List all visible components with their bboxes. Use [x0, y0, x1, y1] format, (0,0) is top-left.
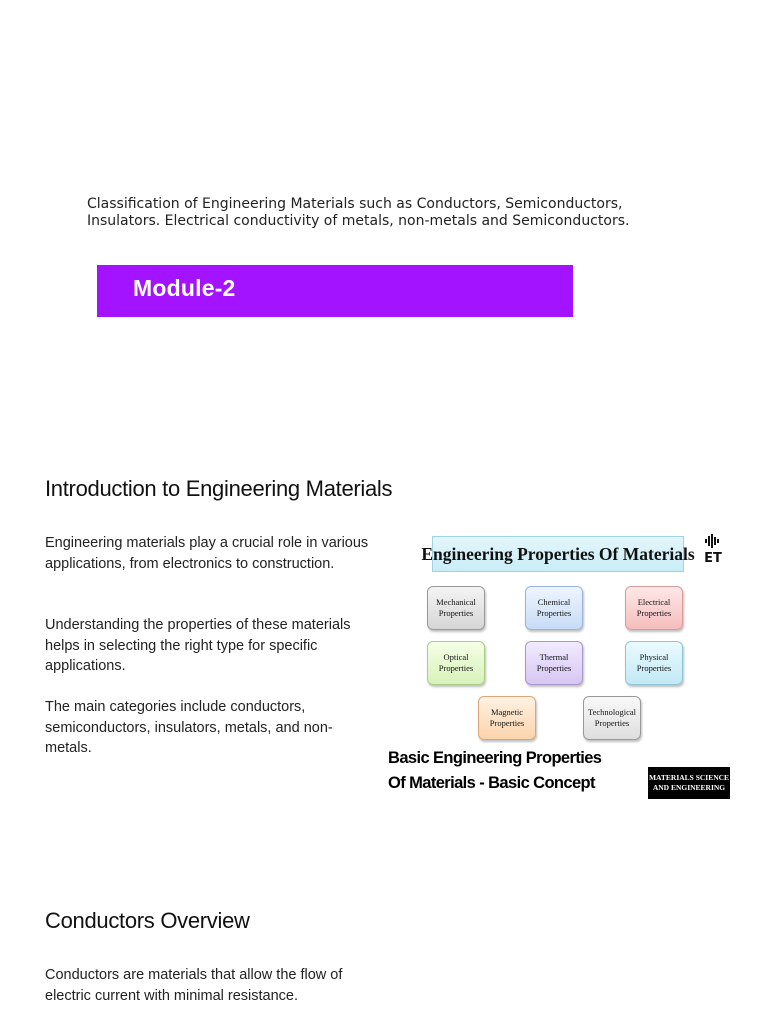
module-banner	[97, 265, 573, 317]
property-box-physical: Physical Properties	[625, 641, 683, 685]
figure-logo-text: ET	[704, 551, 722, 566]
property-box-mechanical: Mechanical Properties	[427, 586, 485, 630]
property-box-electrical: Electrical Properties	[625, 586, 683, 630]
intro-paragraph-1: Engineering materials play a crucial role in various applications, from electronics to construction.	[45, 535, 369, 572]
figure-badge-line1: MATERIALS SCIENCE	[648, 773, 730, 782]
module-description-line2: Insulators. Electrical conductivity of metals, non-metals and Semiconductors.	[87, 213, 630, 229]
figure-badge-line2: AND ENGINEERING	[652, 783, 726, 792]
property-box-optical: Optical Properties	[427, 641, 485, 685]
figure-title: Engineering Properties Of Materials	[432, 536, 684, 572]
property-box-chemical: Chemical Properties	[525, 586, 583, 630]
module-label: Module-2	[133, 275, 236, 301]
property-box-thermal: Thermal Properties	[525, 641, 583, 685]
figure-badge	[648, 767, 730, 799]
intro-paragraph-3: The main categories include conductors, semiconductors, insulators, metals, and non-metals.	[45, 699, 333, 756]
figure-caption-line1: Basic Engineering Properties	[388, 749, 602, 767]
property-box-technological: Technological Properties	[583, 696, 641, 740]
figure-logo-icon	[704, 534, 722, 564]
figure-caption-line2: Of Materials - Basic Concept	[388, 774, 595, 792]
property-box-magnetic: Magnetic Properties	[478, 696, 536, 740]
section-heading-introduction: Introduction to Engineering Materials	[45, 476, 393, 501]
section-heading-conductors: Conductors Overview	[45, 908, 250, 933]
module-description-line1: Classification of Engineering Materials such as Conductors, Semiconductors,	[87, 196, 623, 212]
intro-paragraph-2: Understanding the properties of these materials helps in selecting the right type for specific applications.	[45, 617, 351, 674]
conductors-paragraph: Conductors are materials that allow the flow of electric current with minimal resistance.	[45, 967, 343, 1004]
figure-caption	[388, 746, 638, 796]
engineering-properties-figure	[387, 528, 730, 800]
waveform-icon	[704, 534, 722, 548]
module-description	[87, 196, 707, 230]
